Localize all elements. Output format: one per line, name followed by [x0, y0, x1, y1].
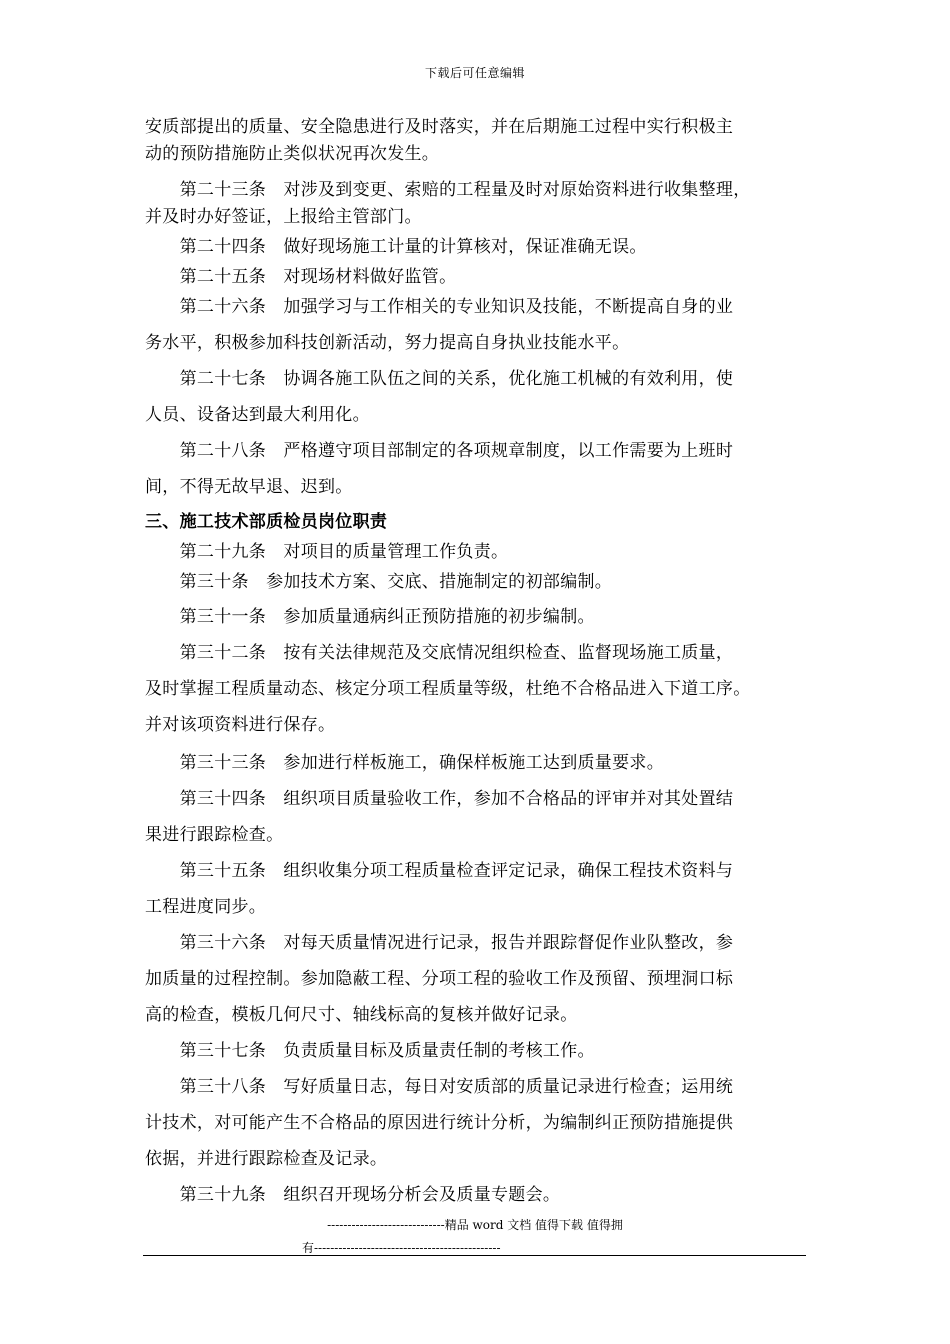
- text-line: 务水平，积极参加科技创新活动，努力提高自身执业技能水平。: [145, 333, 630, 353]
- text-line: 第二十六条 加强学习与工作相关的专业知识及技能，不断提高自身的业: [145, 297, 734, 317]
- text-line: 第二十七条 协调各施工队伍之间的关系，优化施工机械的有效利用，使: [145, 369, 734, 389]
- text-line: 高的检查，模板几何尺寸、轴线标高的复核并做好记录。: [145, 1005, 578, 1025]
- text-line: 第二十三条 对涉及到变更、索赔的工程量及时对原始资料进行收集整理，: [145, 180, 751, 200]
- text-line: 第二十八条 严格遵守项目部制定的各项规章制度，以工作需要为上班时: [145, 441, 734, 461]
- text-line: 第二十五条 对现场材料做好监管。: [145, 267, 457, 287]
- text-line: 第三十八条 写好质量日志，每日对安质部的质量记录进行检查；运用统: [145, 1077, 734, 1097]
- text-line: 第二十四条 做好现场施工计量的计算核对，保证准确无误。: [145, 237, 647, 257]
- text-line: 依据，并进行跟踪检查及记录。: [145, 1149, 388, 1169]
- text-line: 并对该项资料进行保存。: [145, 715, 336, 735]
- text-line: 第二十九条 对项目的质量管理工作负责。: [145, 542, 509, 562]
- text-line: 第三十一条 参加质量通病纠正预防措施的初步编制。: [145, 607, 595, 627]
- page-header: 下载后可任意编辑: [424, 66, 525, 80]
- text-line: 第三十九条 组织召开现场分析会及质量专题会。: [145, 1185, 561, 1205]
- footer-text-line-1: -----------------------------精品 word 文档 值得下载 值得拥: [327, 1218, 623, 1232]
- text-line: 及时掌握工程质量动态、核定分项工程质量等级，杜绝不合格品进入下道工序。: [145, 679, 751, 699]
- text-line: 加质量的过程控制。参加隐蔽工程、分项工程的验收工作及预留、预埋洞口标: [145, 969, 734, 989]
- text-line: 果进行跟踪检查。: [145, 825, 284, 845]
- text-line: 第三十四条 组织项目质量验收工作，参加不合格品的评审并对其处置结: [145, 789, 734, 809]
- text-line: 第三十二条 按有关法律规范及交底情况组织检查、监督现场施工质量，: [145, 643, 734, 663]
- text-line: 安质部提出的质量、安全隐患进行及时落实，并在后期施工过程中实行积极主: [145, 117, 734, 137]
- text-line: 动的预防措施防止类似状况再次发生。: [145, 144, 440, 164]
- text-line: 第三十三条 参加进行样板施工，确保样板施工达到质量要求。: [145, 753, 664, 773]
- text-line: 并及时办好签证，上报给主管部门。: [145, 207, 422, 227]
- footer-rule: [143, 1255, 806, 1256]
- text-line: 工程进度同步。: [145, 897, 267, 917]
- text-line: 人员、设备达到最大利用化。: [145, 405, 370, 425]
- text-line: 第三十条 参加技术方案、交底、措施制定的初部编制。: [145, 572, 613, 592]
- text-line: 计技术，对可能产生不合格品的原因进行统计分析，为编制纠正预防措施提供: [145, 1113, 734, 1133]
- text-line: 第三十五条 组织收集分项工程质量检查评定记录，确保工程技术资料与: [145, 861, 734, 881]
- section-heading: 三、施工技术部质检员岗位职责: [145, 512, 388, 532]
- text-line: 间，不得无故早退、迟到。: [145, 477, 353, 497]
- text-line: 第三十七条 负责质量目标及质量责任制的考核工作。: [145, 1041, 595, 1061]
- footer-text-line-2: 有----------------------------------------------: [302, 1241, 501, 1255]
- text-line: 第三十六条 对每天质量情况进行记录，报告并跟踪督促作业队整改，参: [145, 933, 734, 953]
